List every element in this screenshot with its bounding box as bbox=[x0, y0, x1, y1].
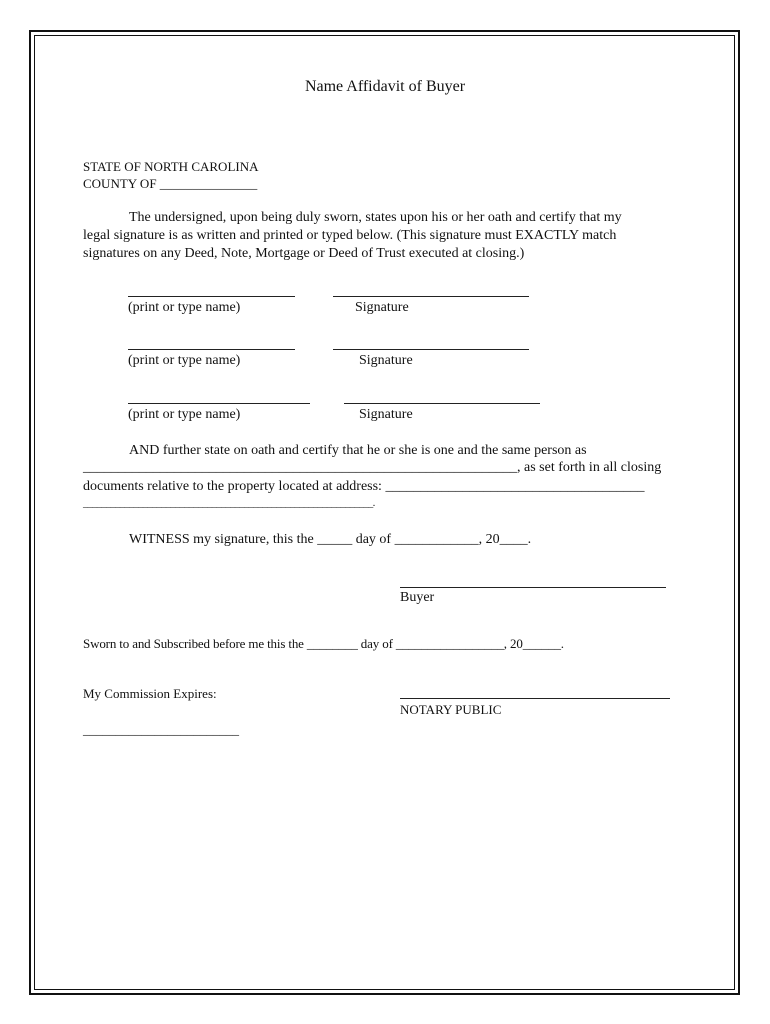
county-line: COUNTY OF _______________ bbox=[83, 176, 258, 191]
state-line: STATE OF NORTH CAROLINA bbox=[83, 159, 259, 174]
notary-signature-line[interactable] bbox=[400, 698, 670, 699]
commission-label: My Commission Expires: bbox=[83, 686, 217, 701]
witness-line: WITNESS my signature, this the _____ day of ____________, 20____. bbox=[129, 532, 532, 547]
print-name-label: (print or type name) bbox=[128, 300, 241, 315]
print-name-line[interactable] bbox=[128, 403, 310, 404]
signature-label: Signature bbox=[355, 300, 409, 315]
print-name-line[interactable] bbox=[128, 296, 295, 297]
document-title: Name Affidavit of Buyer bbox=[304, 78, 466, 95]
intro-line-1: The undersigned, upon being duly sworn, states upon his or her oath and certify that my bbox=[129, 210, 622, 225]
buyer-label: Buyer bbox=[400, 590, 435, 605]
signature-line[interactable] bbox=[344, 403, 540, 404]
signature-label: Signature bbox=[359, 353, 413, 368]
sworn-line: Sworn to and Subscribed before me this the ________ day of _________________, 20______. bbox=[83, 636, 564, 651]
commission-date-blank[interactable]: ________________________ bbox=[83, 722, 239, 737]
notary-public-label: NOTARY PUBLIC bbox=[400, 702, 502, 717]
further-line-1: AND further state on oath and certify that he or she is one and the same person as bbox=[129, 443, 587, 458]
intro-line-2: legal signature is as written and printed or typed below. (This signature must EXACTLY match bbox=[83, 228, 617, 243]
print-name-label: (print or type name) bbox=[128, 353, 241, 368]
intro-line-3: signatures on any Deed, Note, Mortgage or Deed of Trust executed at closing.) bbox=[83, 246, 525, 261]
print-name-line[interactable] bbox=[128, 349, 295, 350]
signature-label: Signature bbox=[359, 407, 413, 422]
signature-line[interactable] bbox=[333, 296, 529, 297]
further-line-4: _______________________________________________________________. bbox=[83, 498, 375, 509]
further-line-3: documents relative to the property located at address: _____________________________________ bbox=[83, 479, 645, 494]
signature-line[interactable] bbox=[333, 349, 529, 350]
print-name-label: (print or type name) bbox=[128, 407, 241, 422]
further-line-2: ______________________________________________________________, as set forth in all closing bbox=[83, 460, 662, 475]
buyer-signature-line[interactable] bbox=[400, 587, 666, 588]
